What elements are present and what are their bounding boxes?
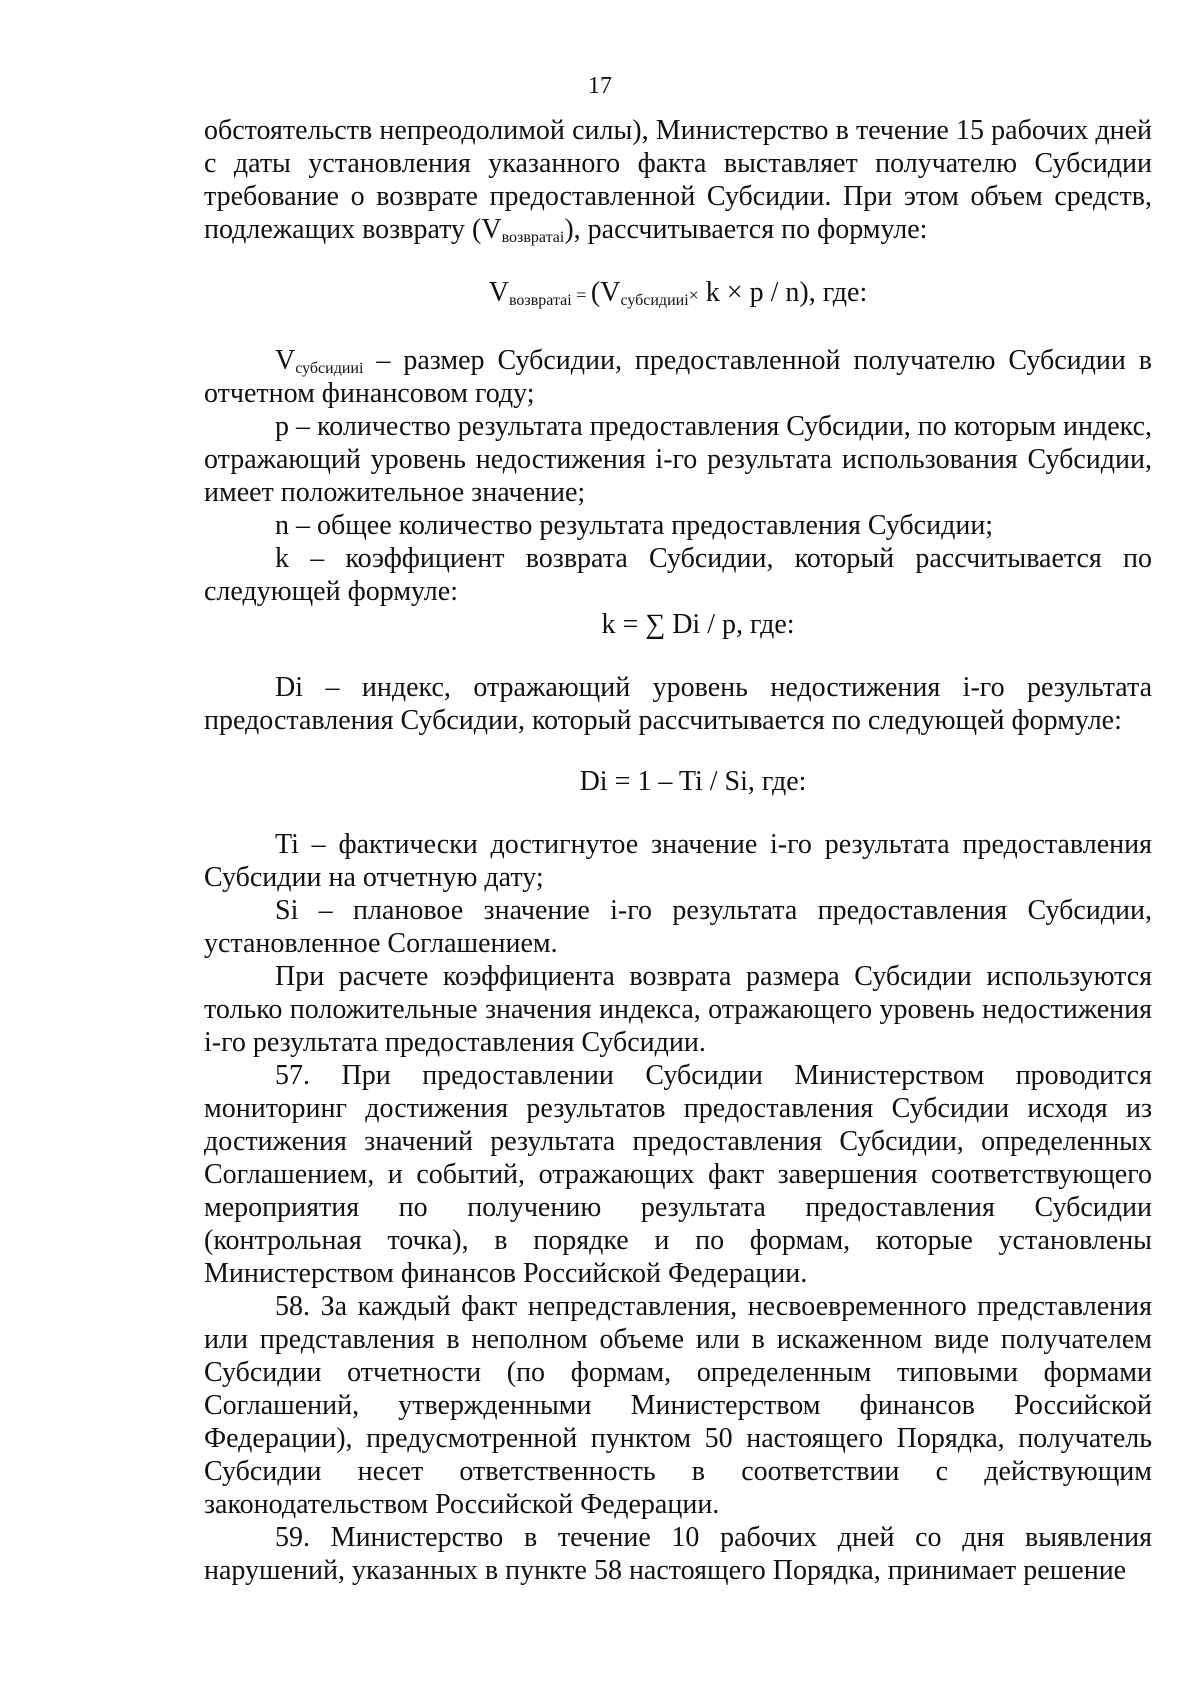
formula-equals: =: [571, 285, 591, 305]
definition-n: n – общее количество результата предоставления Субсидии;: [275, 510, 994, 541]
formula-rest: k × p / n), где:: [698, 277, 868, 308]
paragraph-text-end: ), рассчитывается по формуле:: [564, 214, 928, 245]
definition-si: Si – плановое значение i-го результата предоставления Субсидии, установленное Соглашением.: [204, 895, 1152, 959]
subscript: возвратаi: [501, 229, 565, 246]
definition-text: – размер Субсидии, предоставленной получателю Субсидии в отчетном финансовом году;: [204, 345, 1152, 409]
definition-v-subsidy: [204, 344, 1152, 410]
paragraph-58: 58. За каждый факт непредставления, несвоевременного представления или представления в неполном объеме или в искаженном виде получателем Субсидии отчетности (по формам, определенным типовыми формами Соглашений, утвержденными Министерством финансов Российской Федерации), предусмотренной пунктом 50 настоящего Порядка, получатель Субсидии несет ответственность в соответствии с действующим законодательством Российской Федерации.: [204, 1291, 1152, 1520]
subscript: субсидииi: [620, 292, 689, 309]
formula-times: ×: [688, 285, 699, 305]
definition-k: k – коэффициент возврата Субсидии, который рассчитывается по следующей формуле:: [204, 543, 1152, 607]
formula-symbol: V: [488, 277, 509, 308]
document-body: [204, 114, 1152, 1587]
subscript: субсидииi: [295, 360, 364, 377]
subscript: возвратаi: [508, 292, 572, 309]
paragraph-57: 57. При предоставлении Субсидии Министерством проводится мониторинг достижения результатов предоставления Субсидии исходя из достижения значений результата предоставления Субсидии, определенных Соглашением, и событий, отражающих факт завершения соответствующего мероприятия по получению результата предоставления Субсидии (контрольная точка), в порядке и по формам, которые установлены Министерством финансов Российской Федерации.: [204, 1060, 1152, 1289]
formula-symbol: V: [275, 345, 296, 376]
formula-k: k = ∑ Di / p, где:: [601, 609, 795, 640]
paragraph-59: 59. Министерство в течение 10 рабочих дней со дня выявления нарушений, указанных в пункте 58 настоящего Порядка, принимает решение: [204, 1522, 1152, 1586]
paragraph-text: обстоятельств непреодолимой силы), Министерство в течение 15 рабочих дней с даты установления указанного факта выставляет получателю Субсидии требование о возврате предоставленной Субсидии. При этом объем средств, подлежащих возврату (V: [204, 115, 1152, 245]
formula-symbol: (V: [590, 277, 621, 308]
formula-v-return: [204, 276, 1152, 312]
definition-di: Di – индекс, отражающий уровень недостижения i-го результата предоставления Субсидии, который рассчитывается по следующей формуле:: [204, 672, 1152, 736]
formula-di: Di = 1 – Ti / Si, где:: [579, 766, 807, 797]
definition-ti: Ti – фактически достигнутое значение i-го результата предоставления Субсидии на отчетную дату;: [204, 829, 1152, 893]
page-number: 17: [588, 73, 612, 99]
paragraph-calculation-note: При расчете коэффициента возврата размера Субсидии используются только положительные значения индекса, отражающего уровень недостижения i-го результата предоставления Субсидии.: [204, 961, 1152, 1058]
definition-p: p – количество результата предоставления Субсидии, по которым индекс, отражающий уровень недостижения i-го результата использования Субсидии, имеет положительное значение;: [204, 411, 1152, 508]
paragraph-continuation: [204, 114, 1152, 246]
